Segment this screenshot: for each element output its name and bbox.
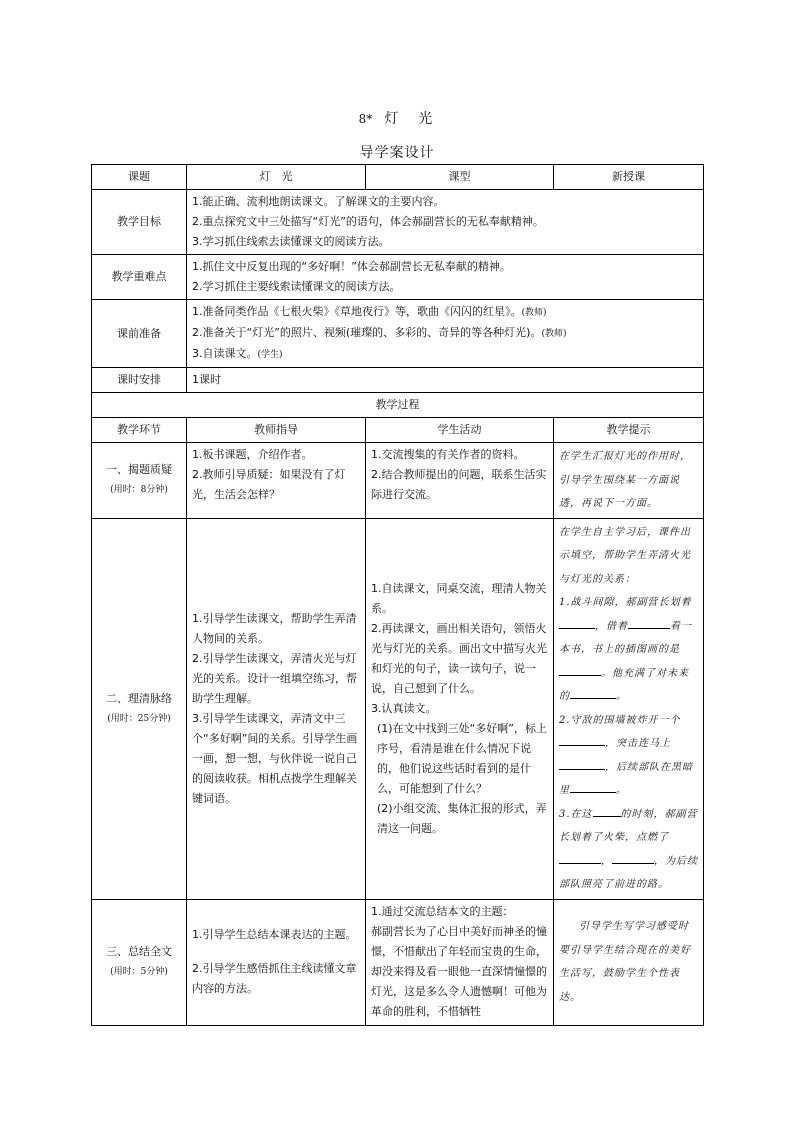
blank-line xyxy=(593,804,621,817)
goals-content xyxy=(187,190,704,255)
course-label: 课题 xyxy=(92,165,187,190)
keypoints-content xyxy=(187,255,704,300)
header-stage: 教学环节 xyxy=(92,418,187,443)
student-step: (2)小组交流、集体汇报的形式，弄清这一问题。 xyxy=(377,801,547,835)
teacher-step: 1.板书课题，介绍作者。 xyxy=(192,448,313,461)
blank-line xyxy=(559,851,601,864)
stage2-student xyxy=(366,518,554,899)
stage1-cell xyxy=(92,443,187,519)
fill-blank-2: 2.守敌的围墙被炸开一个，突击连马上，后续部队在黑暗里 。 xyxy=(559,714,693,796)
schedule-value: 1课时 xyxy=(187,368,704,393)
row-stage2 xyxy=(92,518,704,899)
header-student: 学生活动 xyxy=(366,418,554,443)
student-step: 1.通过交流总结本文的主题： xyxy=(371,904,514,918)
keypoint-item: 2.学习抓住主要线索读懂课文的阅读方法。 xyxy=(192,280,401,293)
process-title: 教学过程 xyxy=(92,393,704,418)
stage3-hint: 引导学生写学习感受时要引导学生结合现在的美好生活写，鼓励学生个性表达。 xyxy=(554,899,704,1025)
document-subtitle: 导学案设计 xyxy=(359,145,435,161)
goals-label: 教学目标 xyxy=(92,190,187,255)
row-stage3 xyxy=(92,899,704,1025)
course-value: 灯 光 xyxy=(187,165,366,190)
goal-item: 3.学习抓住线索去读懂课文的阅读方法。 xyxy=(192,235,390,248)
student-step: 郝副营长为了心目中美好而神圣的憧憬，不惜献出了年轻而宝贵的生命，却没来得及看一眼他一直深情憧憬的灯光，这是多么令人遗憾啊！可他为革命的胜利，不惜牺牲 xyxy=(371,924,547,1018)
hint-intro: 在学生自主学习后，课件出示填空，帮助学生弄清火光与灯光的关系： xyxy=(559,526,691,585)
row-stage1 xyxy=(92,443,704,519)
goal-item: 1.能正确、流利地朗读课文。了解课文的主要内容。 xyxy=(192,195,445,208)
student-step: 3.认真读文。 xyxy=(371,701,437,715)
lesson-plan-table xyxy=(91,164,704,1026)
keypoint-item: 1.抓住文中反复出现的“多好啊！”体会郝副营长无私奉献的精神。 xyxy=(192,260,511,273)
stage2-time: (用时：25分钟) xyxy=(107,713,171,724)
stage3-cell xyxy=(92,899,187,1025)
stage1-student xyxy=(366,443,554,519)
stage2-hint xyxy=(554,518,704,899)
stage1-name: 一、揭题质疑 xyxy=(106,463,172,477)
prep-item: 1.准备同类作品《七根火柴》《草地夜行》等，歌曲《闪闪的红星》。(教师) xyxy=(192,305,547,318)
blank-line xyxy=(628,616,670,629)
header-hint: 教学提示 xyxy=(554,418,704,443)
goal-item: 2.重点探究文中三处描写“灯光”的语句，体会郝副营长的无私奉献精神。 xyxy=(192,215,544,228)
stage2-cell xyxy=(92,518,187,899)
student-step: (1)在文中找到三处“多好啊”，标上序号，看清是谁在什么情况下说的，他们说这些话时看到的是什么，可能想到了什么？ xyxy=(377,721,547,795)
row-course xyxy=(92,165,704,190)
header-teacher: 教师指导 xyxy=(187,418,366,443)
row-process-title xyxy=(92,393,704,418)
stage1-time: (用时：8分钟) xyxy=(110,485,168,496)
teacher-step: 1.引导学生读课文，帮助学生弄清人物间的关系。 xyxy=(192,611,357,645)
blank-line xyxy=(570,780,616,793)
row-goals xyxy=(92,190,704,255)
student-step: 2.结合教师提出的问题，联系生活实际进行交流。 xyxy=(371,468,547,501)
blank-line xyxy=(559,616,595,629)
stage3-student xyxy=(366,899,554,1025)
lesson-title xyxy=(0,108,794,128)
prep-item: 2.准备关于“灯光”的照片、视频(璀璨的、多彩的、奇异的等各种灯光)。(教师) xyxy=(192,326,567,339)
schedule-label: 课时安排 xyxy=(92,368,187,393)
teacher-step: 2.教师引导质疑：如果没有了灯光，生活会怎样？ xyxy=(192,468,346,501)
stage3-time: (用时：5分钟) xyxy=(110,967,168,977)
student-step: 1.交流搜集的有关作者的资料。 xyxy=(371,448,525,461)
blank-line xyxy=(559,757,605,770)
stage1-teacher xyxy=(187,443,366,519)
stage1-hint: 在学生汇报灯光的作用时，引导学生围绕某一方面说透，再说下一方面。 xyxy=(554,443,704,519)
student-step: 2.再读课文，画出相关语句，领悟火光与灯光的关系。画出文中描写火光和灯光的句子，读一读句子，说一说，自己想到了什么。 xyxy=(371,621,547,695)
blank-line xyxy=(570,686,616,699)
stage2-name: 二、理清脉络 xyxy=(106,691,172,705)
lesson-number: 8* xyxy=(358,112,373,126)
row-prep xyxy=(92,300,704,368)
course-type-label: 课型 xyxy=(366,165,554,190)
row-keypoints xyxy=(92,255,704,300)
prep-label: 课前准备 xyxy=(92,300,187,368)
teacher-step: 1.引导学生总结本课表达的主题。 xyxy=(192,928,357,941)
course-type-value: 新授课 xyxy=(554,165,704,190)
student-step: 1.自读课文，同桌交流，理清人物关系。 xyxy=(371,581,547,615)
stage3-teacher xyxy=(187,899,366,1025)
fill-blank-3: 3.在这 的时刻，郝副营长划着了火柴，点燃了， ，为后续部队照亮了前进的路。 xyxy=(559,803,698,897)
blank-line xyxy=(559,733,605,746)
prep-content xyxy=(187,300,704,368)
teacher-step: 3.引导学生读课文，弄清文中三个“多好啊”间的关系。引导学生画一画，想一想，与伙伴说一说自己的阅读收获。相机点拨学生理解关键词语。 xyxy=(192,711,358,805)
prep-note: (教师) xyxy=(541,329,567,339)
teacher-step: 2.引导学生读课文，弄清火光与灯光的关系。设计一组填空练习，帮助学生理解。 xyxy=(192,651,357,705)
keypoints-label: 教学重难点 xyxy=(92,255,187,300)
stage2-teacher xyxy=(187,518,366,899)
blank-line xyxy=(612,851,654,864)
prep-note: (学生) xyxy=(257,350,283,360)
prep-note: (教师) xyxy=(521,308,547,318)
row-schedule xyxy=(92,368,704,393)
stage3-name: 三、总结全文 xyxy=(106,945,172,958)
row-process-headers xyxy=(92,418,704,443)
teacher-step: 2.引导学生感悟抓住主线读懂文章内容的方法。 xyxy=(192,962,357,995)
lesson-title-text: 灯 光 xyxy=(384,111,436,127)
prep-item: 3.自读课文。(学生) xyxy=(192,347,283,360)
blank-line xyxy=(559,663,601,676)
fill-blank-1: 1.战斗间隙，郝副营长划着，借着 看一本书，书上的插图画的是。他充满了对未来的 。 xyxy=(559,597,692,702)
